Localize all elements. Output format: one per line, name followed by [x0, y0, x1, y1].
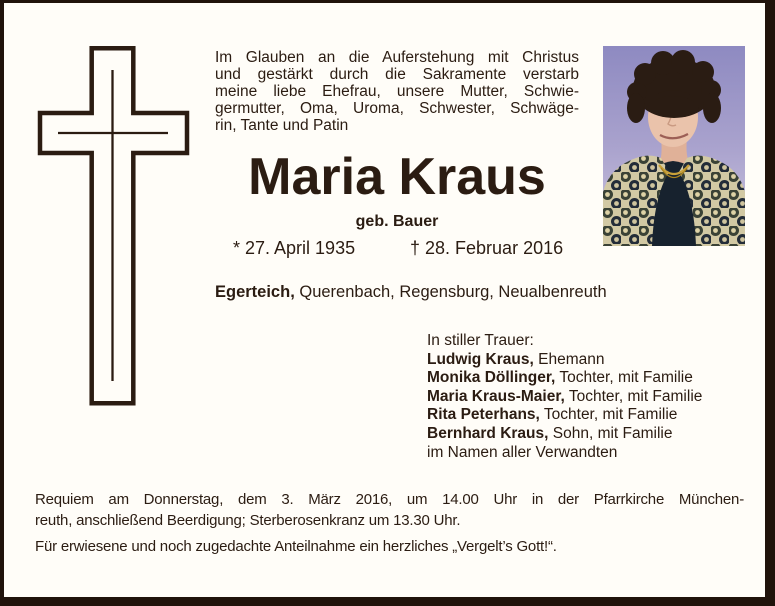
mourner-relation: Tochter, mit Familie — [568, 387, 703, 405]
places-primary: Egerteich, — [215, 283, 295, 301]
mourner-name: Ludwig Kraus, — [427, 350, 534, 368]
funeral-info — [35, 490, 744, 557]
mourner-relation: Tochter, mit Familie — [559, 369, 693, 387]
places-rest: Querenbach, Regensburg, Neualbenreuth — [294, 283, 607, 301]
mourner-relation: Tochter, mit Familie — [543, 406, 678, 424]
mourning-closing: im Namen aller Verwandten — [427, 443, 618, 461]
birth-date: * 27. April 1935 — [233, 238, 356, 258]
funeral-line: reuth, anschließend Beerdigung; Sterberosenkranz um 13.30 Uhr. — [35, 511, 461, 529]
mourner-row — [427, 351, 757, 370]
deceased-name: Maria Kraus — [248, 148, 546, 206]
maiden-name: geb. Bauer — [355, 213, 439, 230]
mourner-name: Rita Peterhans, — [427, 406, 540, 424]
places-line — [215, 283, 655, 302]
mourner-row — [427, 425, 757, 444]
mourner-relation: Sohn, mit Familie — [552, 424, 673, 442]
intro-line: Im Glauben an die Auferstehung mit Christus — [215, 49, 579, 66]
thanks-line: Für erwiesene und noch zugedachte Anteilnahme ein herzliches „Vergelt’s Gott!“. — [35, 537, 557, 555]
intro-line: meine liebe Ehefrau, unsere Mutter, Schwie- — [215, 83, 579, 100]
mourner-row — [427, 369, 757, 388]
mourner-name: Bernhard Kraus, — [427, 424, 549, 442]
life-dates — [215, 237, 579, 261]
cross-icon — [36, 44, 195, 410]
mourning-heading: In stiller Trauer: — [427, 332, 534, 349]
mourners-list — [427, 332, 757, 462]
intro-line: germutter, Oma, Uroma, Schwester, Schwäge- — [215, 100, 579, 117]
mourner-name: Monika Döllinger, — [427, 369, 556, 387]
death-date: † 28. Februar 2016 — [410, 238, 564, 258]
intro-line: und gestärkt durch die Sakramente verstarb — [215, 66, 579, 83]
mourner-name: Maria Kraus-Maier, — [427, 387, 565, 405]
mourner-row — [427, 388, 757, 407]
funeral-line: Requiem am Donnerstag, dem 3. März 2016, um 14.00 Uhr in der Pfarrkirche München- — [35, 491, 744, 508]
mourner-row — [427, 406, 757, 425]
mourner-relation: Ehemann — [538, 350, 605, 368]
portrait-photo — [603, 46, 745, 246]
intro-line: rin, Tante und Patin — [215, 117, 349, 134]
intro-text — [215, 49, 579, 134]
